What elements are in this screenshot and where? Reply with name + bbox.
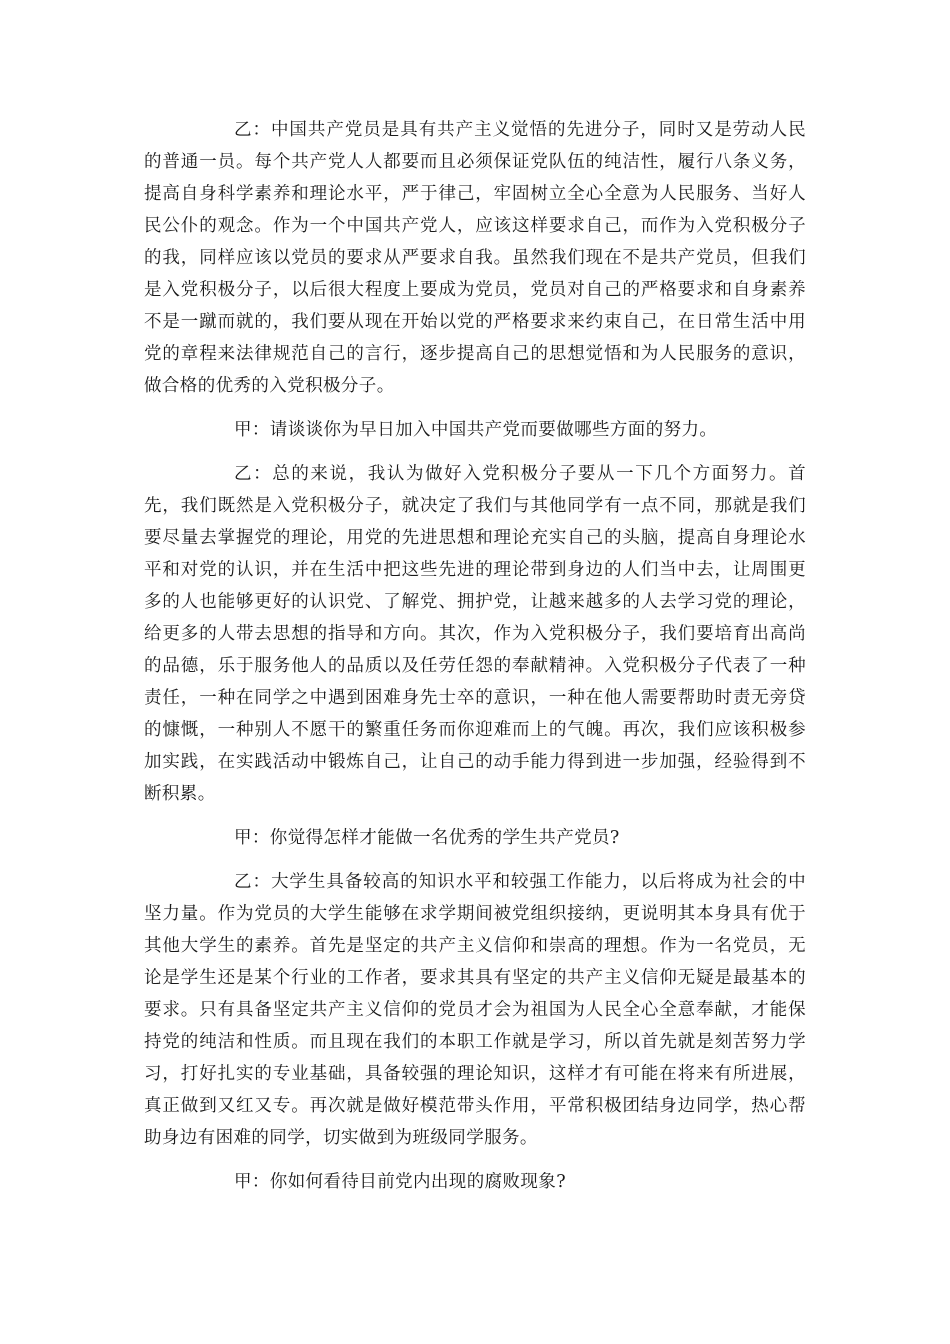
document-body [144,114,806,1210]
paragraph-question-3: 甲：你觉得怎样才能做一名优秀的学生共产党员? [234,828,620,848]
paragraph-answer-2: 乙：总的来说，我认为做好入党积极分子要从一下几个方面努力。首先，我们既然是入党积极分子，就决定了我们与其他同学有一点不同，那就是我们要尽量去掌握党的理论，用党的先进思想和理论充实自己的头脑，提高自身理论水平和对党的认识，并在生活中把这些先进的理论带到身边的人们当中去，让周围更多的人也能够更好的认识党、了解党、拥护党，让越来越多的人去学习党的理论，给更多的人带去思想的指导和方向。其次，作为入党积极分子，我们要培育出高尚的品德，乐于服务他人的品质以及任劳任怨的奉献精神。入党积极分子代表了一种责任，一种在同学之中遇到困难身先士卒的意识，一种在他人需要帮助时责无旁贷的慷慨，一种别人不愿干的繁重任务而你迎难而上的气魄。再次，我们应该积极参加实践，在实践活动中锻炼自己，让自己的动手能力得到进一步加强，经验得到不断积累。 [144,464,806,804]
paragraph-answer-1: 乙：中国共产党员是具有共产主义觉悟的先进分子，同时又是劳动人民的普通一员。每个共产党人人都要而且必须保证党队伍的纯洁性，履行八条义务，提高自身科学素养和理论水平，严于律己，牢固树立全心全意为人民服务、当好人民公仆的观念。作为一个中国共产党人，应该这样要求自己，而作为入党积极分子的我，同样应该以党员的要求从严要求自我。虽然我们现在不是共产党员，但我们是入党积极分子，以后很大程度上要成为党员，党员对自己的严格要求和自身素养不是一蹴而就的，我们要从现在开始以党的严格要求来约束自己，在日常生活中用党的章程来法律规范自己的言行，逐步提高自己的思想觉悟和为人民服务的意识，做合格的优秀的入党积极分子。 [144,120,806,396]
paragraph-answer-3: 乙：大学生具备较高的知识水平和较强工作能力，以后将成为社会的中坚力量。作为党员的大学生能够在求学期间被党组织接纳，更说明其本身具有优于其他大学生的素养。首先是坚定的共产主义信仰和崇高的理想。作为一名党员，无论是学生还是某个行业的工作者，要求其具有坚定的共产主义信仰无疑是最基本的要求。只有具备坚定共产主义信仰的党员才会为祖国为人民全心全意奉献，才能保持党的纯洁和性质。而且现在我们的本职工作就是学习，所以首先就是刻苦努力学习，打好扎实的专业基础，具备较强的理论知识，这样才有可能在将来有所进展，真正做到又红又专。再次就是做好模范带头作用，平常积极团结身边同学，热心帮助身边有困难的同学，切实做到为班级同学服务。 [144,872,806,1148]
paragraph-question-2: 甲：请谈谈你为早日加入中国共产党而要做哪些方面的努力。 [234,420,718,440]
paragraph-question-4: 甲：你如何看待目前党内出现的腐败现象? [234,1172,566,1192]
